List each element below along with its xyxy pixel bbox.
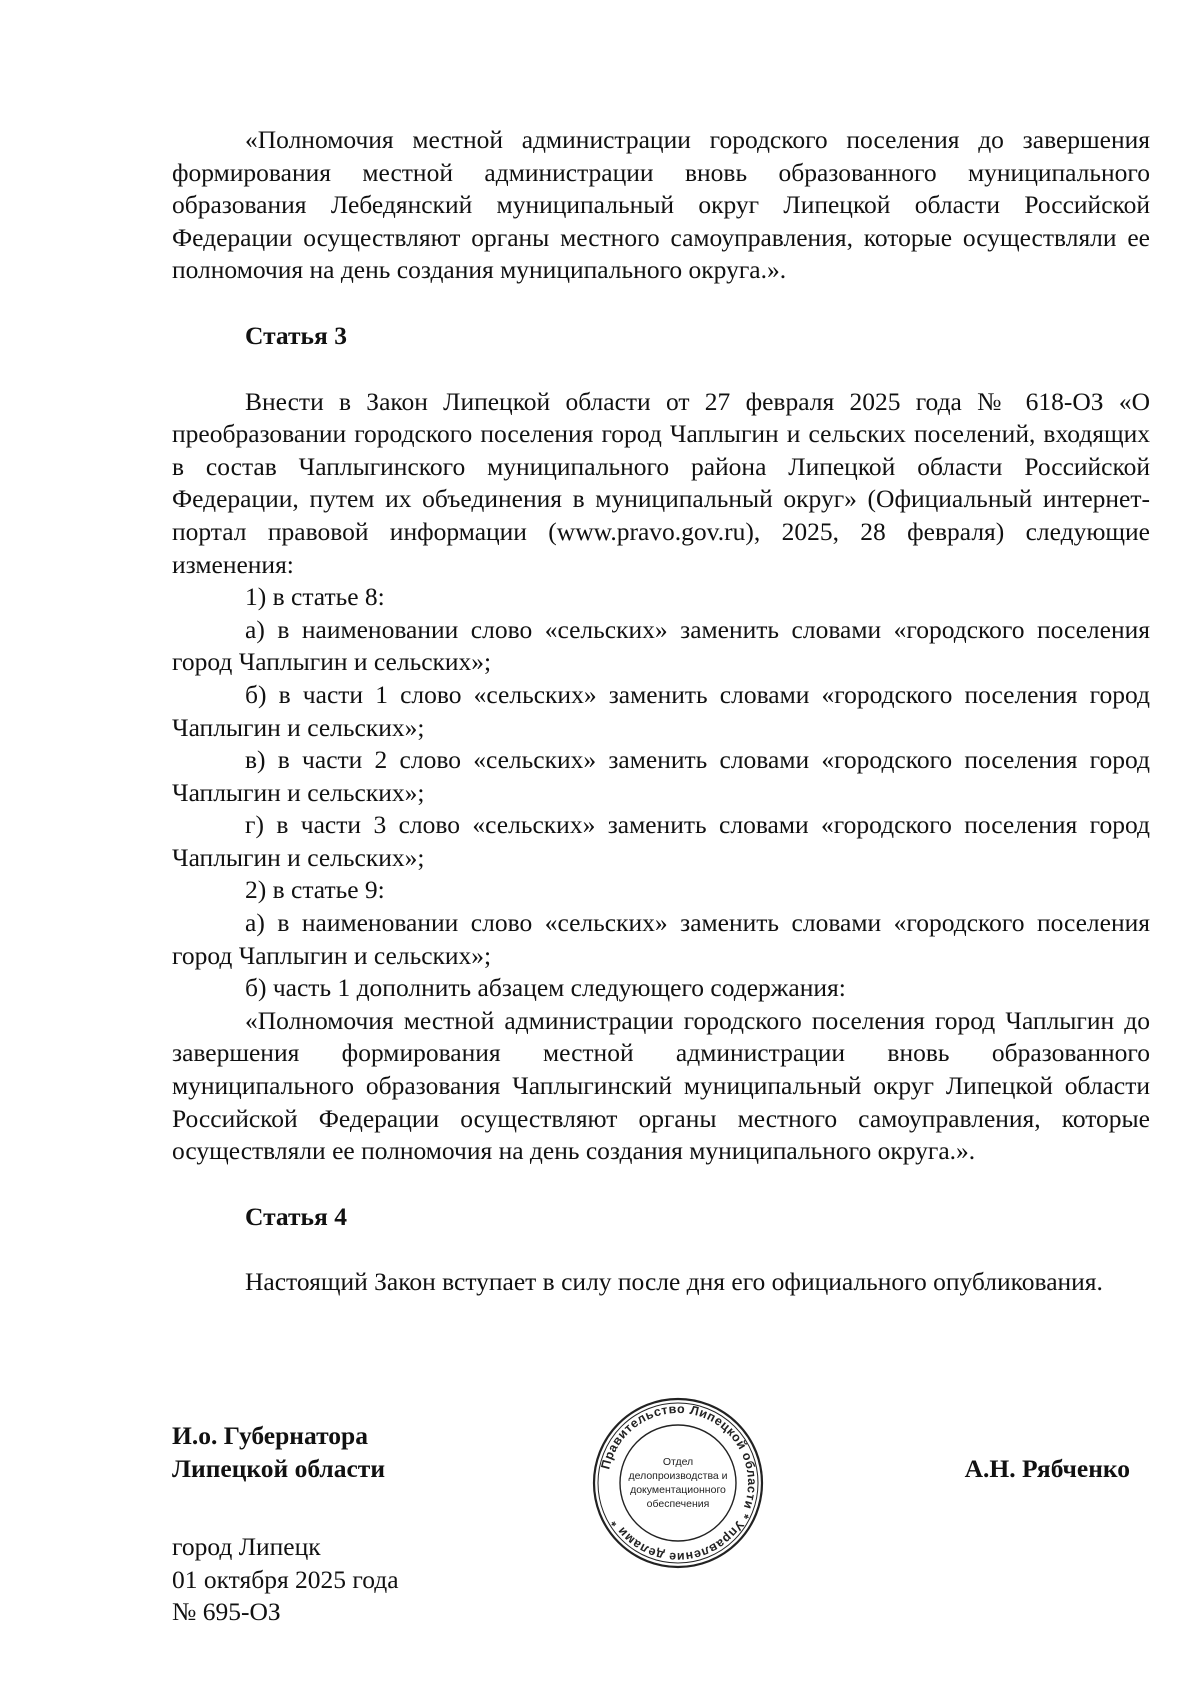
seal-inner-line-2: делопроизводства и bbox=[628, 1470, 728, 1482]
place-date-number bbox=[172, 1531, 399, 1629]
paragraph-article-9: 2) в статье 9: bbox=[245, 875, 385, 905]
seal-outer-ring bbox=[594, 1399, 762, 1567]
paragraph-article-8-v: в) в части 2 слово «сельских» заменить словами «городского поселения город Чаплыгин и сельских»; bbox=[172, 745, 1150, 807]
law-number: № 695-ОЗ bbox=[172, 1597, 281, 1627]
date: 01 октября 2025 года bbox=[172, 1564, 399, 1594]
signatory-position bbox=[172, 1420, 385, 1485]
position-line-2: Липецкой области bbox=[172, 1453, 386, 1483]
paragraph-article-8-a: а) в наименовании слово «сельских» заменить словами «городского поселения город Чаплыгин и сельских»; bbox=[172, 614, 1150, 677]
city: город Липецк bbox=[172, 1532, 321, 1561]
paragraph-article-8-g: г) в части 3 слово «сельских» заменить словами «городского поселения город Чаплыгин и сельских»; bbox=[172, 810, 1150, 872]
seal-inner-line-1: Отдел bbox=[662, 1456, 694, 1468]
seal-outer-text: Правительство Липецкой области * Управление делами * bbox=[598, 1401, 760, 1565]
paragraph-chaplygin-powers: «Полномочия местной администрации городского поселения город Чаплыгин до завершения формирования местной администрации вновь образованного муниципального образования Чаплыгинский муниципальный округ Липецкой области Российской Федерации осуществляют органы местного самоуправления, которые осуществляли ее полномочия на день создания муниципального округа.». bbox=[172, 1005, 1150, 1166]
paragraph-article-8-b: б) в части 1 слово «сельских» заменить словами «городского поселения город Чаплыгин и сельских»; bbox=[172, 679, 1150, 742]
official-seal-stamp bbox=[590, 1395, 766, 1571]
paragraph-amend-law: Внести в Закон Липецкой области от 27 февраля 2025 года № 618-ОЗ «О преобразовании городского поселения город Чаплыгин и сельских поселений, входящих в состав Чаплыгинского муниципального района Липецкой области Российской Федерации, путем их объединения в муниципальный округ» (Официальный интернет-портал правовой информации (www.pravo.gov.ru), 2025, 28 февраля) следующие изменения: bbox=[172, 386, 1150, 579]
paragraph-entry-into-force: Настоящий Закон вступает в силу после дня его официального опубликования. bbox=[245, 1267, 1103, 1297]
article-3-title: Статья 3 bbox=[245, 320, 347, 350]
paragraph-article-9-b: б) часть 1 дополнить абзацем следующего содержания: bbox=[245, 973, 846, 1003]
seal-inner-ring bbox=[620, 1425, 736, 1541]
seal-inner-line-3: документационного bbox=[630, 1484, 726, 1496]
signatory-name: А.Н. Рябченко bbox=[964, 1454, 1130, 1483]
article-4-title: Статья 4 bbox=[245, 1201, 347, 1231]
seal-inner-line-4: обеспечения bbox=[646, 1498, 710, 1510]
paragraph-lebedyan-powers: «Полномочия местной администрации городского поселения до завершения формирования местной администрации вновь образованного муниципального образования Лебедянский муниципальный округ Липецкой области Российской Федерации осуществляют органы местного самоуправления, которые осуществляли ее полномочия на день создания муниципального округа.». bbox=[172, 125, 1150, 285]
paragraph-article-9-a: а) в наименовании слово «сельских» заменить словами «городского поселения город Чаплыгин и сельских»; bbox=[172, 908, 1150, 970]
paragraph-article-8: 1) в статье 8: bbox=[245, 582, 385, 612]
document-body bbox=[172, 124, 1150, 1299]
position-line-1: И.о. Губернатора bbox=[172, 1421, 368, 1450]
